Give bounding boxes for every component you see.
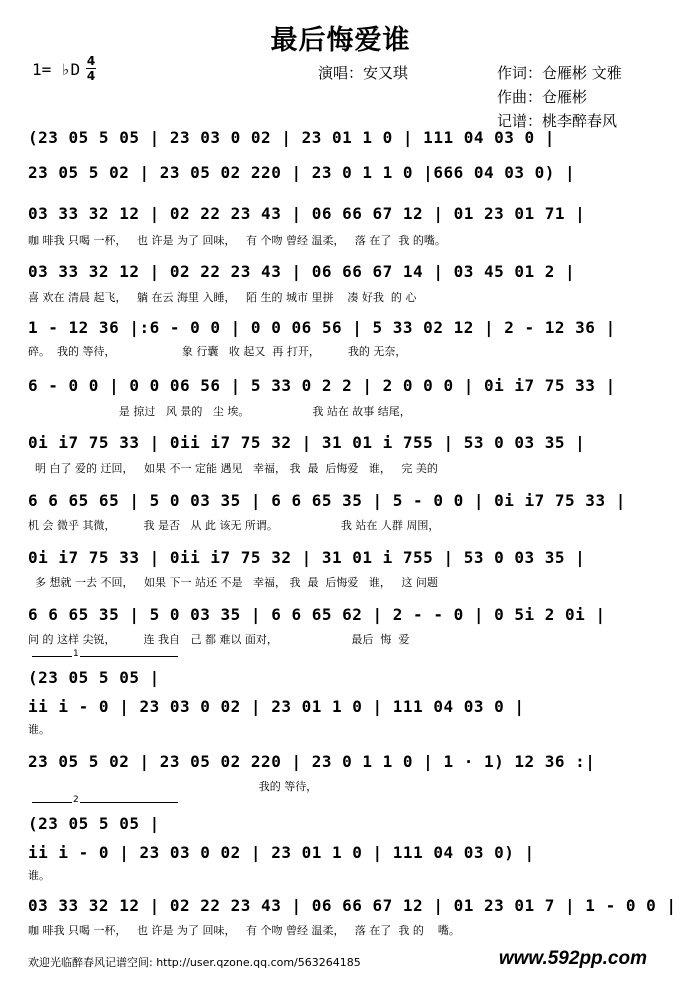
lyric-line: 机 会 微乎 其微， 我 是否 从 此 该无 所谓。 我 站在 人群 周围， xyxy=(28,519,440,532)
volta-number: 1 xyxy=(73,649,79,659)
score-line: (23 05 5 05 | xyxy=(28,668,160,687)
volta-bracket-1 xyxy=(32,649,178,659)
score-line: (23 05 5 05 | xyxy=(28,814,160,833)
score-line: ii i - 0 | 23 03 0 02 | 23 01 1 0 | 111 04 03 0) | xyxy=(28,843,535,862)
score-line: ii i - 0 | 23 03 0 02 | 23 01 1 0 | 111 04 03 0 | xyxy=(28,697,525,716)
lyric-line: 咖 啡我 只喝 一杯， 也 许是 为了 回味， 有 个吻 曾经 温柔， 落 在了 我 的 嘴。 xyxy=(28,924,460,937)
lyric-line: 谁。 xyxy=(28,869,50,882)
footer-visit-text: 欢迎光临醉春风记谱空间: http://user.qzone.qq.com/563264185 xyxy=(28,956,361,969)
score-line: 23 05 5 02 | 23 05 02 220 | 23 0 1 1 0 |666 04 03 0) | xyxy=(28,163,576,182)
score-line: 6 - 0 0 | 0 0 06 56 | 5 33 0 2 2 | 2 0 0 0 | 0i i7 75 33 | xyxy=(28,376,616,395)
transcriber-credit: 记谱：桃李醉春风 xyxy=(497,112,618,130)
score-line: 6 6 65 35 | 5 0 03 35 | 6 6 65 62 | 2 - - 0 | 0 5i 2 0i | xyxy=(28,605,606,624)
composer-credit: 作曲：仓雁彬 xyxy=(497,88,588,106)
score-line: 0i i7 75 33 | 0ii i7 75 32 | 31 01 i 755 | 53 0 03 35 | xyxy=(28,433,586,452)
lyric-line: 谁。 xyxy=(28,723,50,736)
score-line: 6 6 65 65 | 5 0 03 35 | 6 6 65 35 | 5 - 0 0 | 0i i7 75 33 | xyxy=(28,491,626,510)
lyric-line: 是 掠过 风 景的 尘 埃。 我 站在 故事 结尾， xyxy=(28,405,411,418)
lyric-line: 问 的 这样 尖锐， 连 我自 己 都 难以 面对， 最后 悔 爱 xyxy=(28,633,410,646)
key-signature: 1= ♭D xyxy=(32,60,81,79)
score-line: 0i i7 75 33 | 0ii i7 75 32 | 31 01 i 755 | 53 0 03 35 | xyxy=(28,548,586,567)
score-line: (23 05 5 05 | 23 03 0 02 | 23 01 1 0 | 111 04 03 0 | xyxy=(28,128,555,147)
time-signature xyxy=(86,55,96,82)
score-line: 03 33 32 12 | 02 22 23 43 | 06 66 67 12 | 01 23 01 7 | 1 - 0 0 | xyxy=(28,896,677,915)
lyric-line: 我的 等待， xyxy=(28,780,318,793)
lyric-line: 碎。 我的 等待， 象 行囊 收 起又 再 打开， 我的 无奈， xyxy=(28,345,407,358)
volta-number: 2 xyxy=(73,795,79,805)
singer-credit: 演唱：安又琪 xyxy=(318,64,409,82)
score-line: 1 - 12 36 |:6 - 0 0 | 0 0 06 56 | 5 33 02 12 | 2 - 12 36 | xyxy=(28,318,616,337)
lyricist-credit: 作词：仓雁彬 文雅 xyxy=(497,64,622,82)
meter-top: 4 xyxy=(86,54,96,68)
footer-site-watermark: www.592pp.com xyxy=(498,948,647,969)
score-line: 03 33 32 12 | 02 22 23 43 | 06 66 67 12 | 01 23 01 71 | xyxy=(28,204,586,223)
meter-bottom: 4 xyxy=(86,69,96,83)
lyric-line: 明 白了 爱的 迂回， 如果 不一 定能 遇见 幸福， 我 最 后悔爱 谁， 完 美的 xyxy=(28,462,438,475)
score-line: 03 33 32 12 | 02 22 23 43 | 06 66 67 14 | 03 45 01 2 | xyxy=(28,262,576,281)
lyric-line: 喜 欢在 清晨 起飞， 躺 在云 海里 入睡， 陌 生的 城市 里拼 凑 好我 的 心 xyxy=(28,291,417,304)
song-title: 最后悔爱谁 xyxy=(270,25,411,56)
lyric-line: 咖 啡我 只喝 一杯， 也 许是 为了 回味， 有 个吻 曾经 温柔， 落 在了 我 的嘴。 xyxy=(28,234,446,247)
lyric-line: 多 想就 一去 不回， 如果 下一 站还 不是 幸福， 我 最 后悔爱 谁， 这 问题 xyxy=(28,576,438,589)
score-line: 23 05 5 02 | 23 05 02 220 | 23 0 1 1 0 | 1 · 1) 12 36 :| xyxy=(28,752,596,771)
volta-bracket-2 xyxy=(32,795,178,805)
